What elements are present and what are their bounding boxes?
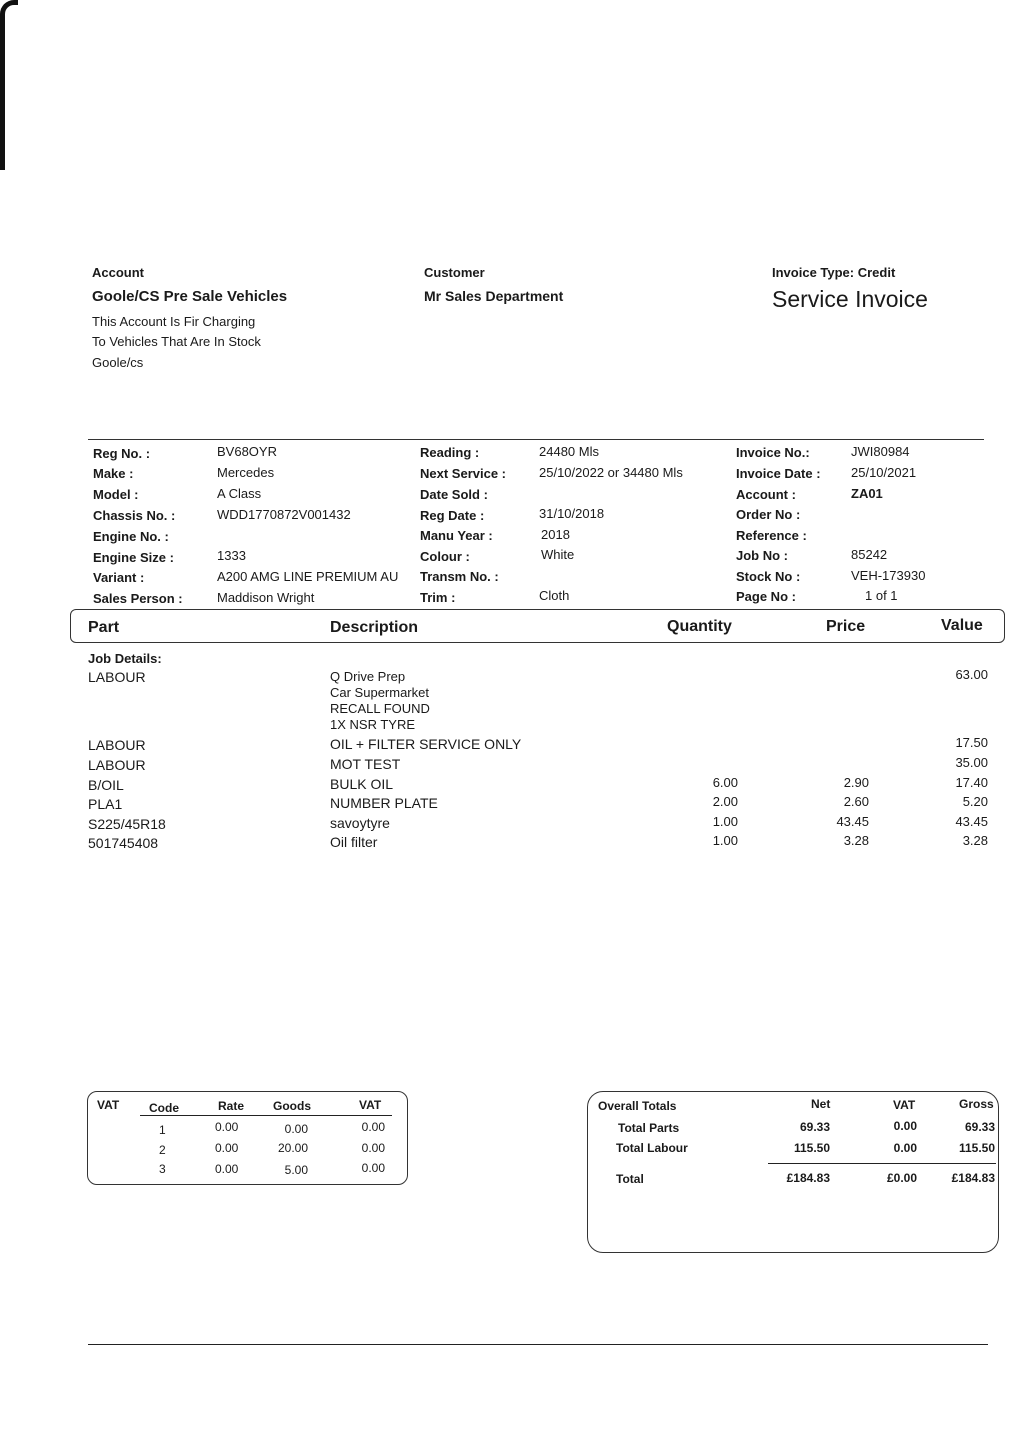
row-value: 63.00 bbox=[955, 667, 988, 682]
model-label: Model : bbox=[93, 487, 139, 502]
trim-label: Trim : bbox=[420, 590, 456, 605]
row-desc: Car Supermarket bbox=[330, 685, 429, 700]
engine-size-value: 1333 bbox=[217, 548, 246, 563]
account-code-value: ZA01 bbox=[851, 486, 883, 501]
row-value: 5.20 bbox=[962, 794, 988, 809]
row-value: 3.28 bbox=[962, 833, 988, 848]
reference-label: Reference : bbox=[736, 528, 807, 543]
reg-no-label: Reg No. : bbox=[93, 446, 151, 461]
row-desc: BULK OIL bbox=[330, 776, 394, 792]
row-desc: Q Drive Prep bbox=[330, 669, 406, 684]
invoice-no-value: JWI80984 bbox=[851, 444, 910, 459]
vat-goods: 5.00 bbox=[284, 1163, 308, 1177]
row-part: 501745408 bbox=[88, 835, 159, 851]
make-value: Mercedes bbox=[217, 465, 275, 480]
vat-header-rate: Rate bbox=[218, 1099, 245, 1113]
customer-label: Customer bbox=[424, 265, 485, 280]
row-price: 3.28 bbox=[843, 833, 869, 848]
grand-total-vat: £0.00 bbox=[886, 1171, 917, 1185]
vat-header-code: Code bbox=[149, 1101, 179, 1115]
row-qty: 1.00 bbox=[712, 833, 738, 848]
account-name: Goole/CS Pre Sale Vehicles bbox=[92, 288, 288, 305]
account-code-label: Account : bbox=[736, 487, 796, 502]
account-line-3: Goole/cs bbox=[92, 355, 144, 370]
row-price: 2.90 bbox=[843, 775, 869, 790]
reg-date-label: Reg Date : bbox=[420, 508, 485, 523]
page-no-value: 1 of 1 bbox=[865, 588, 898, 603]
reg-no-value: BV68OYR bbox=[217, 444, 277, 459]
row-part: B/OIL bbox=[88, 777, 124, 793]
vat-code: 2 bbox=[159, 1143, 166, 1157]
row-part: S225/45R18 bbox=[88, 816, 166, 832]
order-no-label: Order No : bbox=[736, 507, 801, 522]
customer-name: Mr Sales Department bbox=[424, 288, 564, 304]
variant-value: A200 AMG LINE PREMIUM AU bbox=[217, 569, 399, 584]
totals-rule bbox=[768, 1163, 996, 1164]
account-line-1: This Account Is Fir Charging bbox=[92, 314, 256, 329]
vat-rate: 0.00 bbox=[215, 1120, 239, 1134]
scan-corner-mark bbox=[0, 0, 18, 170]
invoice-title: Service Invoice bbox=[772, 286, 928, 312]
vat-header-goods: Goods bbox=[273, 1099, 311, 1113]
row-desc: MOT TEST bbox=[330, 756, 401, 772]
row-qty: 2.00 bbox=[712, 794, 738, 809]
row-part: PLA1 bbox=[88, 796, 123, 812]
vat-amount: 0.00 bbox=[361, 1141, 385, 1155]
vat-amount: 0.00 bbox=[361, 1161, 385, 1175]
model-value: A Class bbox=[217, 486, 262, 501]
header-quantity: Quantity bbox=[667, 618, 732, 635]
vat-amount: 0.00 bbox=[361, 1120, 385, 1134]
transm-no-label: Transm No. : bbox=[420, 569, 499, 584]
row-desc: OIL + FILTER SERVICE ONLY bbox=[330, 736, 522, 752]
row-desc: RECALL FOUND bbox=[330, 701, 430, 716]
row-value: 35.00 bbox=[955, 755, 988, 770]
page-no-label: Page No : bbox=[736, 589, 796, 604]
job-no-label: Job No : bbox=[736, 548, 788, 563]
totals-net: 69.33 bbox=[799, 1120, 830, 1134]
vat-title: VAT bbox=[97, 1098, 120, 1112]
footer-divider bbox=[88, 1344, 988, 1345]
trim-value: Cloth bbox=[539, 588, 570, 603]
totals-header-vat: VAT bbox=[893, 1098, 916, 1112]
variant-label: Variant : bbox=[93, 570, 145, 585]
row-value: 17.40 bbox=[955, 775, 988, 790]
reading-value: 24480 Mls bbox=[539, 444, 599, 459]
chassis-value: WDD1770872V001432 bbox=[217, 507, 351, 522]
sales-person-value: Maddison Wright bbox=[217, 590, 315, 605]
grand-total-label: Total bbox=[616, 1172, 644, 1186]
reg-date-value: 31/10/2018 bbox=[539, 506, 605, 521]
totals-vat: 0.00 bbox=[893, 1119, 917, 1133]
vat-rate: 0.00 bbox=[215, 1141, 239, 1155]
job-no-value: 85242 bbox=[851, 547, 888, 562]
vat-goods: 0.00 bbox=[284, 1122, 308, 1136]
row-part: LABOUR bbox=[88, 737, 146, 753]
reading-label: Reading : bbox=[420, 445, 480, 460]
vat-header-rule bbox=[140, 1115, 392, 1116]
row-qty: 1.00 bbox=[712, 814, 738, 829]
totals-vat: 0.00 bbox=[893, 1141, 917, 1155]
row-qty: 6.00 bbox=[712, 775, 738, 790]
chassis-label: Chassis No. : bbox=[93, 508, 176, 523]
account-label: Account bbox=[92, 265, 144, 280]
engine-size-label: Engine Size : bbox=[93, 550, 174, 565]
row-part: LABOUR bbox=[88, 757, 146, 773]
vat-code: 3 bbox=[159, 1162, 166, 1176]
header-part: Part bbox=[88, 619, 120, 636]
account-line-2: To Vehicles That Are In Stock bbox=[92, 334, 261, 349]
header-description: Description bbox=[330, 619, 419, 636]
next-service-value: 25/10/2022 or 34480 Mls bbox=[539, 465, 683, 480]
totals-label: Total Parts bbox=[618, 1121, 680, 1135]
make-label: Make : bbox=[93, 466, 134, 481]
colour-value: White bbox=[541, 547, 575, 562]
manu-year-label: Manu Year : bbox=[420, 528, 493, 543]
grand-total-gross: £184.83 bbox=[951, 1171, 995, 1185]
totals-title: Overall Totals bbox=[598, 1099, 677, 1113]
row-desc: savoytyre bbox=[330, 815, 390, 831]
sales-person-label: Sales Person : bbox=[93, 591, 183, 606]
invoice-date-label: Invoice Date : bbox=[736, 466, 821, 481]
totals-gross: 69.33 bbox=[964, 1120, 995, 1134]
totals-label: Total Labour bbox=[616, 1141, 688, 1155]
header-price: Price bbox=[826, 618, 866, 635]
date-sold-label: Date Sold : bbox=[420, 487, 488, 502]
totals-header-gross: Gross bbox=[959, 1097, 994, 1111]
invoice-type: Invoice Type: Credit bbox=[772, 265, 896, 280]
invoice-date-value: 25/10/2021 bbox=[851, 465, 917, 480]
row-value: 17.50 bbox=[955, 735, 988, 750]
row-price: 43.45 bbox=[836, 814, 869, 829]
vat-header-vat: VAT bbox=[359, 1098, 382, 1112]
row-desc: Oil filter bbox=[330, 834, 378, 850]
header-value: Value bbox=[941, 617, 983, 634]
row-part: LABOUR bbox=[88, 669, 146, 685]
invoice-no-label: Invoice No.: bbox=[736, 445, 810, 460]
row-desc: 1X NSR TYRE bbox=[330, 717, 416, 732]
engine-no-label: Engine No. : bbox=[93, 529, 169, 544]
vat-rate: 0.00 bbox=[215, 1162, 239, 1176]
manu-year-value: 2018 bbox=[541, 527, 570, 542]
row-desc: NUMBER PLATE bbox=[330, 795, 438, 811]
vat-code: 1 bbox=[159, 1123, 166, 1137]
colour-label: Colour : bbox=[420, 549, 470, 564]
row-value: 43.45 bbox=[955, 814, 988, 829]
stock-no-value: VEH-173930 bbox=[851, 568, 926, 583]
totals-net: 115.50 bbox=[793, 1141, 830, 1155]
row-price: 2.60 bbox=[843, 794, 869, 809]
vehicle-top-divider bbox=[88, 439, 984, 440]
vat-goods: 20.00 bbox=[277, 1141, 308, 1155]
job-details-label: Job Details: bbox=[88, 651, 162, 666]
stock-no-label: Stock No : bbox=[736, 569, 801, 584]
totals-header-net: Net bbox=[811, 1097, 831, 1111]
grand-total-net: £184.83 bbox=[786, 1171, 830, 1185]
totals-gross: 115.50 bbox=[958, 1141, 995, 1155]
next-service-label: Next Service : bbox=[420, 466, 506, 481]
